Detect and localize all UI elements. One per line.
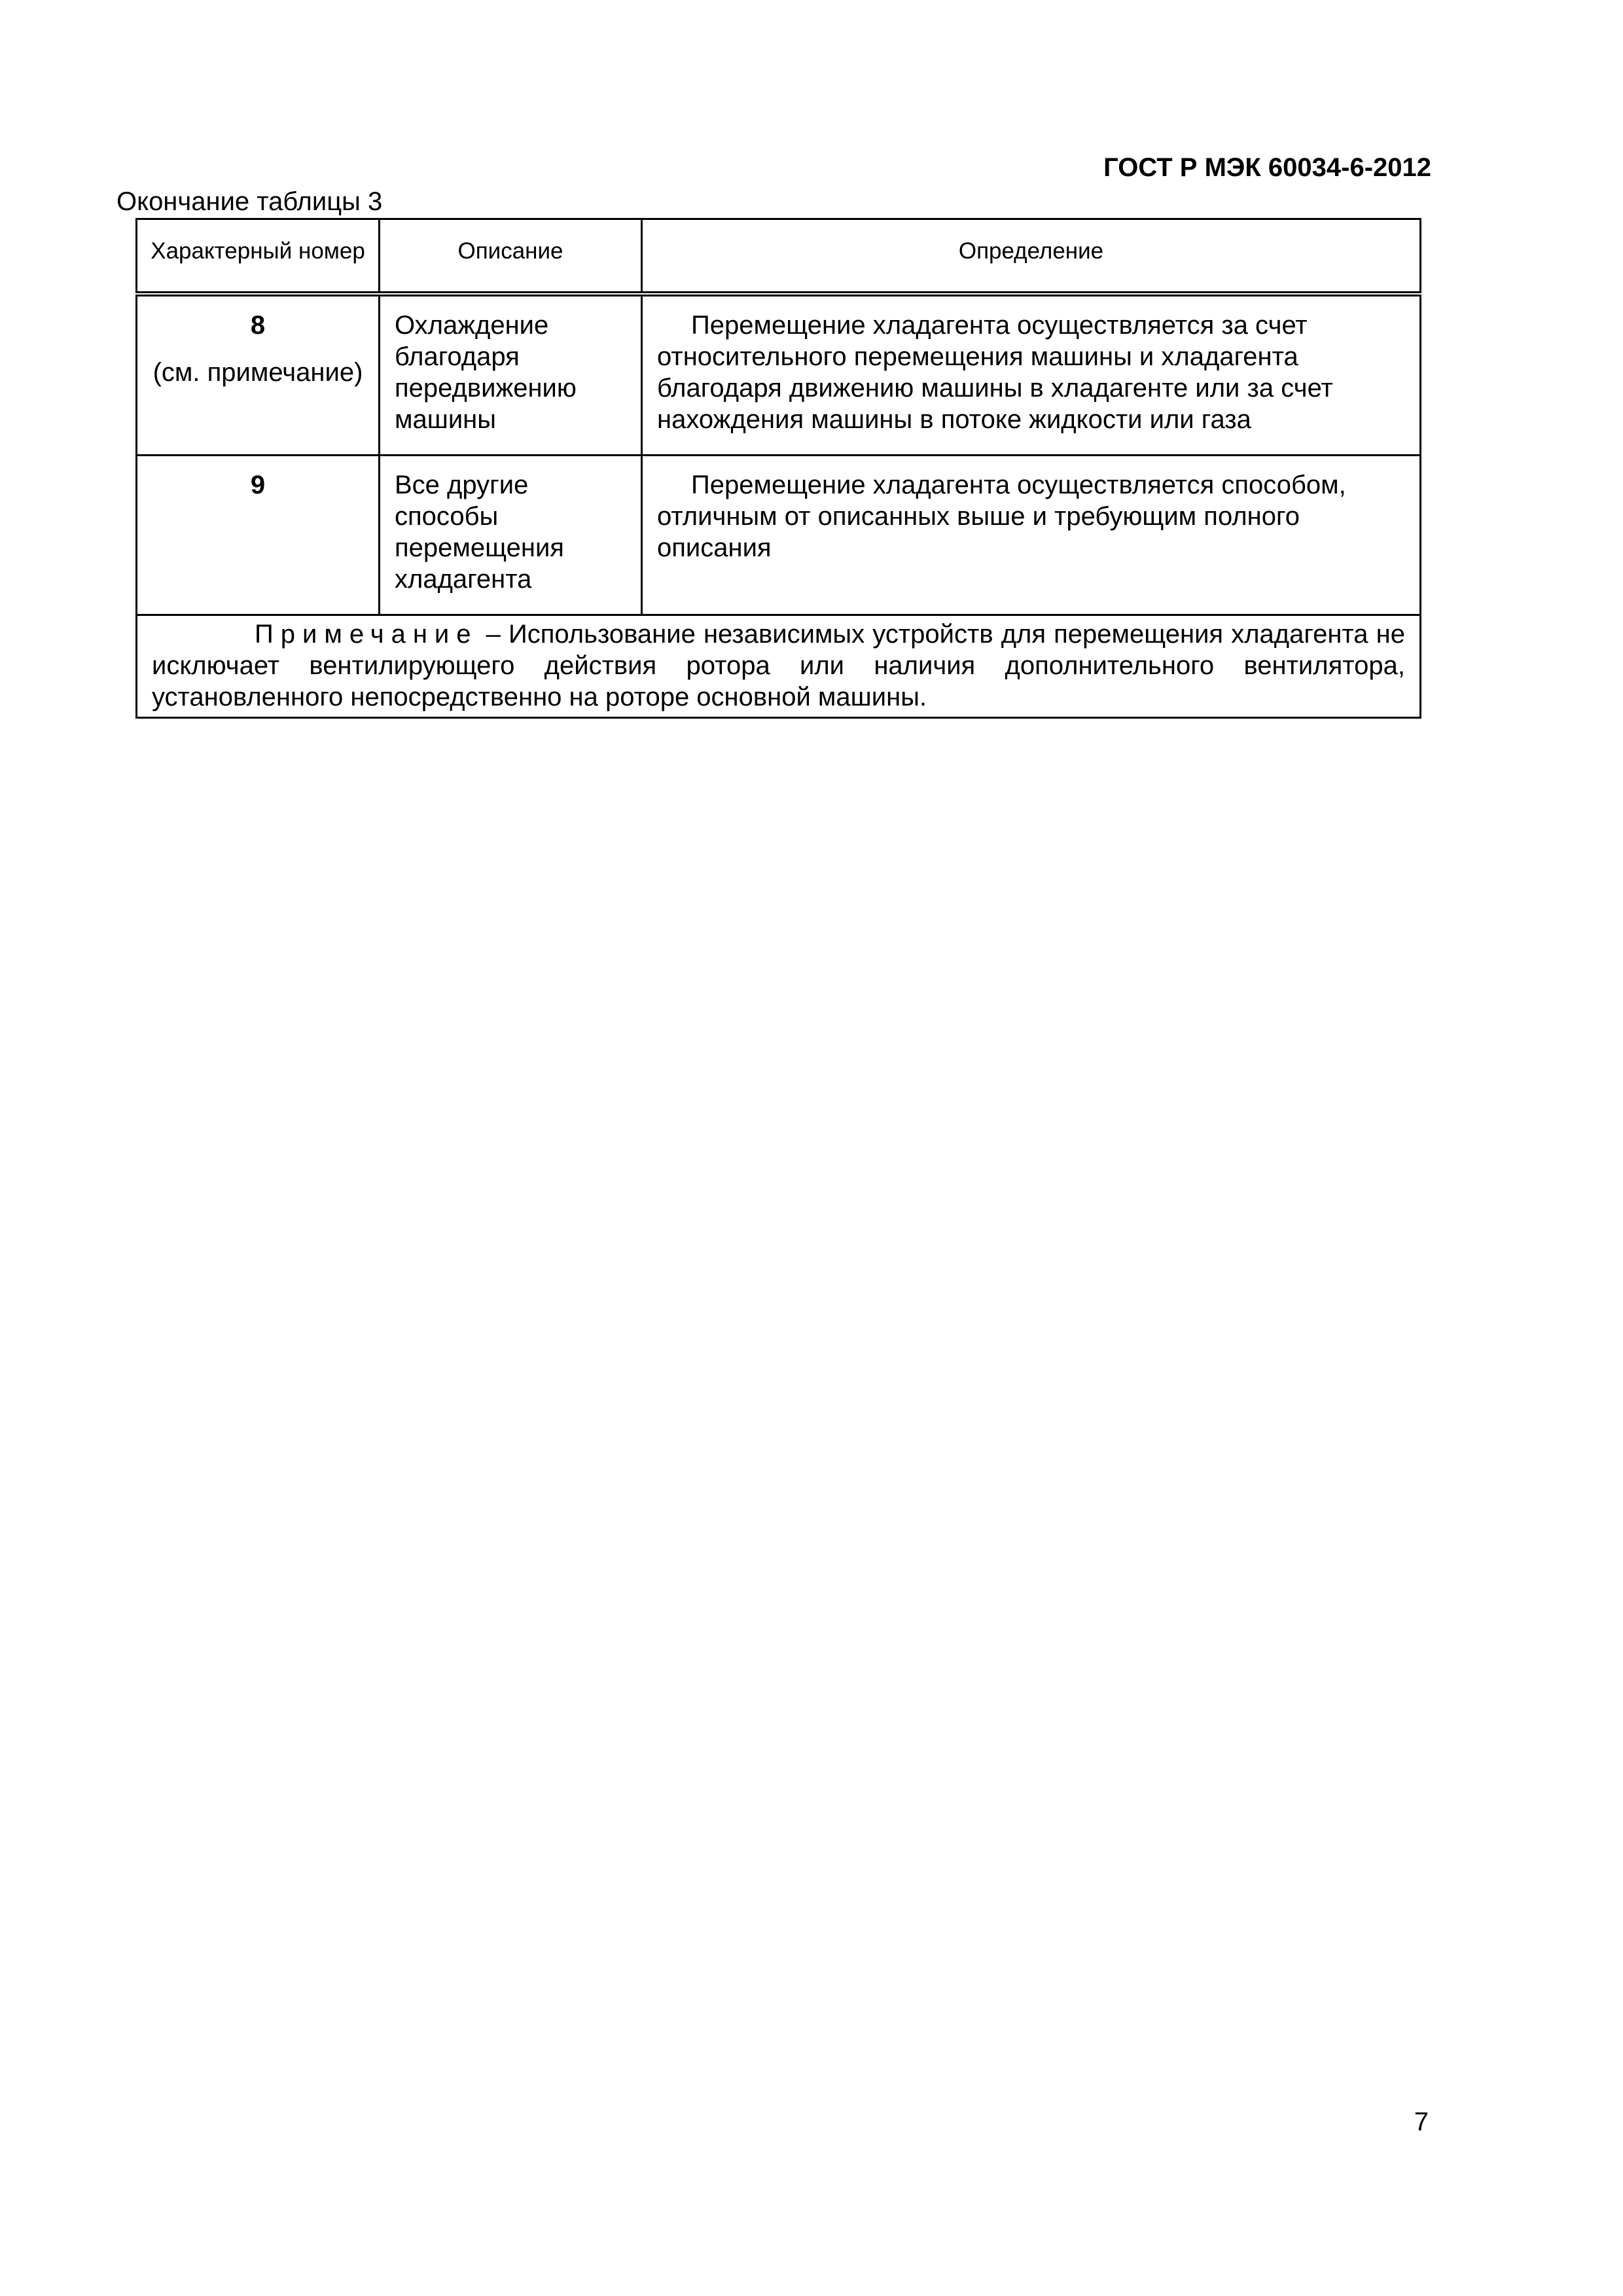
column-header-description: Описание: [380, 219, 642, 294]
table-row: [137, 294, 1421, 456]
description-cell: Охлаждение благодаря передвижению машины: [380, 294, 642, 456]
definition-text: Перемещение хладагента осуществляется способом, отличным от описанных выше и требующим полного описания: [657, 470, 1346, 562]
table-row: [137, 455, 1421, 615]
characteristic-number: 8: [250, 310, 266, 340]
number-note-reference: (см. примечание): [152, 357, 363, 387]
page-number: 7: [1414, 2108, 1429, 2136]
standard-code: ГОСТ Р МЭК 60034-6-2012: [1103, 153, 1431, 182]
cooling-methods-table: [135, 218, 1421, 719]
number-cell: [137, 294, 380, 456]
column-header-definition: Определение: [642, 219, 1421, 294]
table-caption: Окончание таблицы 3: [116, 187, 383, 216]
note-cell: [137, 615, 1421, 717]
table-header-row: [137, 219, 1421, 294]
column-header-number: Характерный номер: [137, 219, 380, 294]
definition-text: Перемещение хладагента осуществляется за счет относительного перемещения машины и хладагента благодаря движению машины в хладагенте или за счет нахождения машины в потоке жидкости или газа: [657, 310, 1333, 434]
definition-cell: [642, 294, 1421, 456]
description-cell: Все другие способы перемещения хладагента: [380, 455, 642, 615]
table-note-row: [137, 615, 1421, 717]
characteristic-number: 9: [250, 470, 266, 499]
definition-cell: [642, 455, 1421, 615]
number-cell: [137, 455, 380, 615]
note-label: Примечание: [255, 619, 478, 649]
note-text: – Использование независимых устройств для перемещения хладагента не исключает вентилирующего действия ротора или наличия дополнительного вентилятора, установленного непосредственно на роторе основной машины.: [152, 619, 1405, 711]
